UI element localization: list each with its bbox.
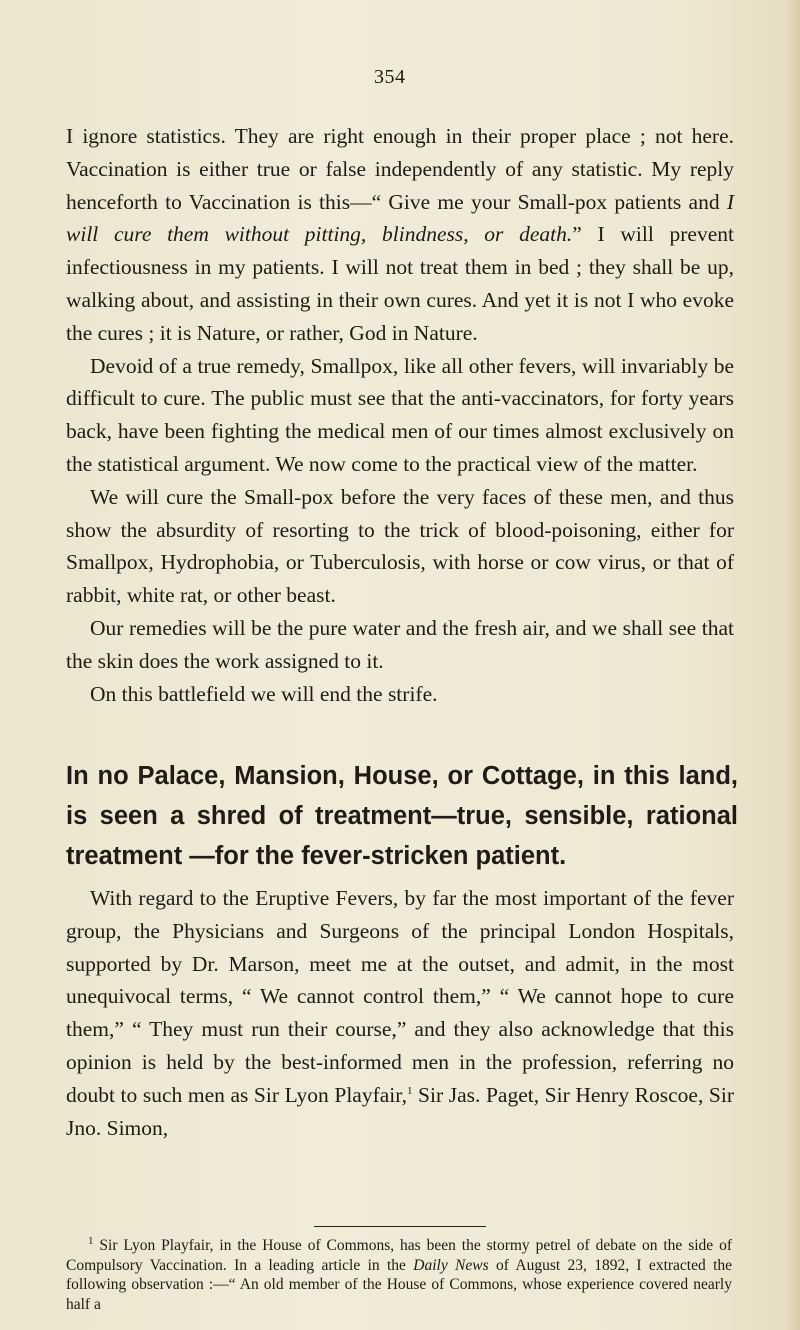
footnote-text-end: of August 23, 1892, I extracted the following observation :—“ An old member of the House of Commons, whose experience covered nearly half a	[66, 1256, 733, 1313]
paragraph-6	[66, 882, 734, 1144]
paragraph-3: We will cure the Small-pox before the very faces of these men, and thus show the absurdity of resorting to the trick of blood-poisoning, either for Smallpox, Hydrophobia, or Tuberculosis, with horse or cow virus, or that of rabbit, white rat, or other beast.	[66, 484, 734, 608]
footnote-italic: Daily News	[413, 1256, 489, 1274]
paragraph-5: On this battlefield we will end the strife.	[90, 681, 438, 706]
page-edge-shadow	[786, 0, 800, 1330]
page-number: 354	[374, 66, 406, 88]
paragraph-1-text: I ignore statistics. They are right enough in their proper place ; not here. Vaccination is either true or false independently of any statistic. My reply henceforth to Vaccination is this—“ Give me your Small-pox patients and	[66, 124, 734, 214]
footnote-marker: 1	[88, 1234, 94, 1247]
paragraph-2: Devoid of a true remedy, Smallpox, like all other fevers, will invariably be difficult to cure. The public must see that the anti-vaccinators, for forty years back, have been fighting the medical men of our times almost exclusively on the statistical argument. We now come to the practical view of the matter.	[66, 353, 734, 476]
paragraph-1-text-end: ” I will prevent infectiousness in my patients. I will not treat them in bed ; they shall be up, walking about, and assisting in their own cures. And yet it is not I who evoke the cures ; it is Nature, or rather, God in Nature.	[66, 222, 734, 345]
footnote-divider	[314, 1226, 486, 1227]
body-text	[66, 120, 734, 710]
paragraph-6-text: With regard to the Eruptive Fevers, by far the most important of the fever group, the Physicians and Surgeons of the principal London Hospitals, supported by Dr. Marson, meet me at the outset, and admit, in the most unequivocal terms, “ We cannot control them,” “ We cannot hope to cure them,” “ They must run their course,” and they also acknowledge that this opinion is held by the best-informed men in the profession, referring no doubt to such men as Sir Lyon Playfair,	[66, 886, 734, 1107]
footnote-text: Sir Lyon Playfair, in the House of Commons, has been the stormy petrel of debate on the side of Compulsory Vaccination. In a leading article in the	[66, 1237, 732, 1274]
footnote-reference: 1	[406, 1084, 413, 1097]
body-text-continued	[66, 882, 734, 1144]
paragraph-1-italic: I will cure them without pitting, blindness, or death.	[66, 189, 734, 247]
paragraph-1	[66, 120, 734, 350]
footnote	[66, 1236, 732, 1314]
paragraph-4: Our remedies will be the pure water and the fresh air, and we shall see that the skin does the work assigned to it.	[66, 615, 734, 673]
section-heading: In no Palace, Mansion, House, or Cottage, in this land, is seen a shred of treatment—true, sensible, rational treatment —for the fever-stricken patient.	[66, 762, 738, 870]
paragraph-6-text-end: Sir Jas. Paget, Sir Henry Roscoe, Sir Jno. Simon,	[66, 1082, 734, 1140]
